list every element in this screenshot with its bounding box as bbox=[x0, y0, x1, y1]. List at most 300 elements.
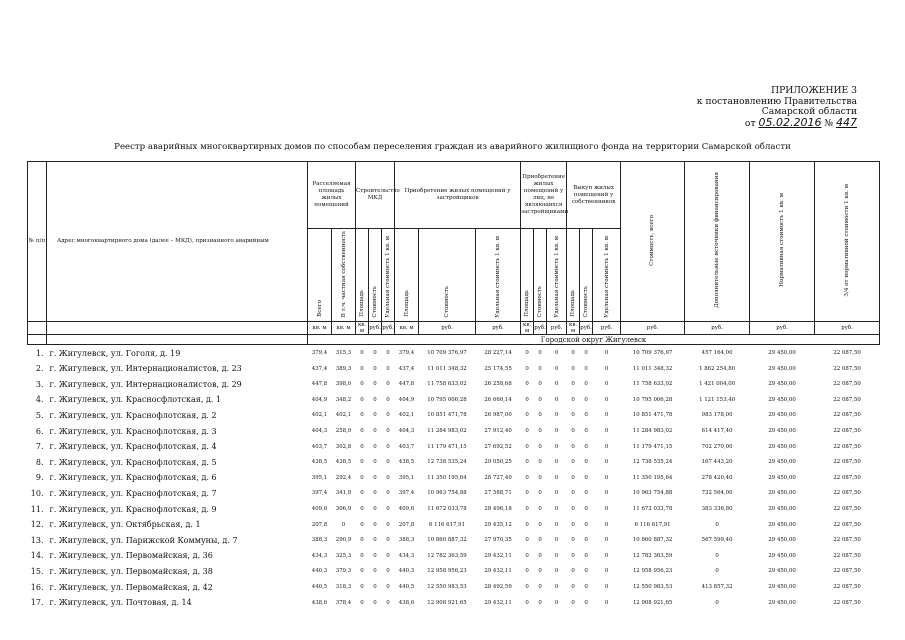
row-value: 0 bbox=[525, 552, 529, 559]
row-value: 732 564,00 bbox=[701, 490, 733, 497]
row-value: 0 bbox=[373, 490, 377, 497]
row-number: 10. bbox=[30, 488, 44, 498]
row-value: 0 bbox=[554, 599, 559, 606]
row-value: 29 450,00 bbox=[768, 474, 796, 481]
row-value: 29 050,25 bbox=[484, 459, 512, 466]
row-value: 0 bbox=[525, 365, 529, 372]
row-address: г. Жигулевск, ул. Парижской Коммуны, д. 7 bbox=[49, 535, 238, 545]
row-address: г. Жигулевск, ул. Интернационалистов, д. 23 bbox=[49, 364, 242, 374]
row-value: 0 bbox=[604, 552, 609, 559]
row-value: 0 bbox=[571, 552, 575, 559]
row-value: 0 bbox=[538, 428, 542, 435]
row-value: 0 bbox=[554, 443, 559, 450]
row-address: г. Жигулевск, ул. Красносфлотская, д. 1 bbox=[49, 395, 222, 405]
row-value: 379,4 bbox=[398, 350, 415, 357]
row-value: 341,9 bbox=[335, 490, 352, 497]
row-value: 404,3 bbox=[311, 428, 328, 435]
row-value: 0 bbox=[386, 506, 390, 513]
row-value: 0 bbox=[554, 365, 559, 372]
row-value: 0 bbox=[373, 350, 377, 357]
row-value: 413 857,32 bbox=[701, 584, 733, 591]
row-value: 28 496,18 bbox=[484, 506, 512, 513]
row-value: 22 087,50 bbox=[833, 412, 861, 419]
unit-cell: кв. м bbox=[395, 322, 419, 335]
row-value: 0 bbox=[538, 568, 542, 575]
row-number: 6. bbox=[35, 426, 44, 436]
row-value: 0 bbox=[538, 459, 542, 466]
units-row bbox=[28, 322, 880, 335]
row-value: 389,3 bbox=[335, 365, 352, 372]
appendix-line-3: Самарской области bbox=[761, 106, 857, 117]
row-value: 0 bbox=[373, 568, 377, 575]
row-value: 25 174,55 bbox=[484, 365, 512, 372]
row-value: 29 450,00 bbox=[768, 568, 796, 575]
row-number: 9. bbox=[35, 473, 44, 483]
row-value: 0 bbox=[554, 584, 559, 591]
row-value: 29 450,00 bbox=[768, 428, 796, 435]
row-value: 440,5 bbox=[398, 584, 415, 591]
table-row bbox=[28, 595, 880, 611]
table-row bbox=[28, 408, 880, 424]
handwritten-number: 447 bbox=[836, 115, 857, 129]
table-row bbox=[28, 377, 880, 393]
unit-cell: кв. м bbox=[567, 322, 580, 335]
table-row bbox=[28, 564, 880, 580]
group-area-header: Расселяемая площадь жилых помещений bbox=[308, 162, 356, 229]
row-value: 10 851 471,78 bbox=[427, 412, 467, 419]
row-value: 0 bbox=[360, 365, 364, 372]
row-value: 22 087,50 bbox=[833, 365, 861, 372]
row-value: 0 bbox=[604, 537, 609, 544]
row-number: 15. bbox=[30, 566, 44, 576]
row-value: 0 bbox=[584, 428, 588, 435]
row-value: 1 121 153,40 bbox=[699, 396, 736, 403]
row-value: 0 bbox=[386, 365, 390, 372]
row-value: 0 bbox=[584, 474, 588, 481]
row-value: 22 087,50 bbox=[833, 537, 861, 544]
row-value: 0 bbox=[604, 474, 609, 481]
row-number: 5. bbox=[35, 410, 44, 420]
row-value: 447,8 bbox=[311, 381, 328, 388]
table-row bbox=[28, 439, 880, 455]
row-value: 12 782 363,59 bbox=[427, 552, 467, 559]
row-value: 12 908 921,65 bbox=[427, 599, 467, 606]
table-row bbox=[28, 345, 880, 361]
row-value: 302,8 bbox=[335, 443, 352, 450]
appendix-line-2: к постановлению Правительства bbox=[696, 95, 857, 107]
row-value: 0 bbox=[604, 599, 609, 606]
row-value: 0 bbox=[373, 381, 377, 388]
row-value: 0 bbox=[525, 381, 529, 388]
row-value: 438,6 bbox=[311, 599, 328, 606]
row-value: 395,1 bbox=[311, 474, 328, 481]
col-address-header: Адрес многоквартирного дома (далее – МКД), признанного аварийным bbox=[47, 162, 308, 322]
row-value: 0 bbox=[715, 521, 719, 528]
row-value: 0 bbox=[571, 459, 575, 466]
row-value: 22 087,50 bbox=[833, 350, 861, 357]
unit-cell: руб. bbox=[750, 322, 815, 335]
row-value: 0 bbox=[604, 568, 609, 575]
row-value: 29 450,00 bbox=[768, 599, 796, 606]
row-value: 0 bbox=[554, 490, 559, 497]
row-value: 0 bbox=[386, 459, 390, 466]
row-value: 0 bbox=[360, 412, 364, 419]
table-row bbox=[28, 548, 880, 564]
handwritten-date: 05.02.2016 bbox=[758, 115, 822, 129]
col-dev-unit-header: Удельная стоимость 1 кв. м bbox=[476, 229, 521, 322]
row-number: 8. bbox=[35, 457, 44, 467]
row-value: 0 bbox=[604, 396, 609, 403]
row-value: 0 bbox=[554, 506, 559, 513]
row-value: 0 bbox=[373, 428, 377, 435]
row-value: 22 087,50 bbox=[833, 459, 861, 466]
row-value: 0 bbox=[584, 506, 588, 513]
row-value: 0 bbox=[571, 350, 575, 357]
row-value: 0 bbox=[584, 350, 588, 357]
col-norm-cost-header: Нормативная стоимость 1 кв. м bbox=[750, 162, 815, 322]
registry-rows bbox=[28, 345, 880, 611]
table-row bbox=[28, 423, 880, 439]
row-value: 292,4 bbox=[335, 474, 352, 481]
row-value: 0 bbox=[571, 365, 575, 372]
row-value: 11 284 983,02 bbox=[427, 428, 467, 435]
col-dev-area-header: Площадь bbox=[395, 229, 419, 322]
row-value: 27 970,35 bbox=[484, 537, 512, 544]
row-value: 0 bbox=[360, 506, 364, 513]
row-value: 0 bbox=[360, 443, 364, 450]
row-value: 10 795 006,28 bbox=[632, 396, 673, 403]
row-value: 22 087,50 bbox=[833, 568, 861, 575]
row-value: 11 284 983,02 bbox=[632, 428, 673, 435]
row-value: 0 bbox=[386, 396, 390, 403]
row-value: 0 bbox=[604, 506, 609, 513]
row-value: 0 bbox=[360, 350, 364, 357]
table-row bbox=[28, 486, 880, 502]
row-value: 26 258,68 bbox=[484, 381, 512, 388]
row-number: 2. bbox=[35, 364, 44, 374]
row-value: 397,4 bbox=[311, 490, 328, 497]
row-address: г. Жигулевск, ул. Краснофлотская, д. 4 bbox=[49, 442, 217, 452]
row-value: 0 bbox=[373, 396, 377, 403]
row-value: 0 bbox=[360, 459, 364, 466]
row-number: 4. bbox=[35, 395, 44, 405]
unit-cell: руб. bbox=[369, 322, 382, 335]
row-value: 0 bbox=[571, 599, 575, 606]
row-value: 0 bbox=[525, 350, 529, 357]
row-value: 29 450,00 bbox=[768, 396, 796, 403]
row-value: 0 bbox=[386, 474, 390, 481]
row-value: 29 450,00 bbox=[768, 365, 796, 372]
row-value: 0 bbox=[360, 396, 364, 403]
row-value: 22 087,50 bbox=[833, 521, 861, 528]
row-value: 0 bbox=[554, 396, 559, 403]
unit-cell: руб. bbox=[419, 322, 476, 335]
row-number: 3. bbox=[35, 379, 44, 389]
row-value: 0 bbox=[584, 537, 588, 544]
row-value: 0 bbox=[360, 584, 364, 591]
row-value: 0 bbox=[584, 459, 588, 466]
row-value: 207,8 bbox=[398, 521, 415, 528]
row-value: 22 087,50 bbox=[833, 381, 861, 388]
row-value: 0 bbox=[538, 443, 542, 450]
row-value: 28 227,14 bbox=[484, 350, 512, 357]
row-address: г. Жигулевск, ул. Почтовая, д. 14 bbox=[49, 598, 192, 608]
row-number: 12. bbox=[30, 520, 44, 530]
col-buy-cost-header: Стоимость bbox=[580, 229, 593, 322]
col-private-header: В т.ч. частная собственность bbox=[332, 229, 356, 322]
row-value: 11 179 471,15 bbox=[427, 443, 467, 450]
row-value: 0 bbox=[525, 490, 529, 497]
row-value: 12 958 956,23 bbox=[427, 568, 467, 575]
group-buyout-header: Выкуп жилых помещений у собственников bbox=[567, 162, 621, 229]
row-value: 10 709 376,97 bbox=[427, 350, 467, 357]
row-value: 22 087,50 bbox=[833, 584, 861, 591]
table-row bbox=[28, 579, 880, 595]
row-value: 438,5 bbox=[398, 459, 415, 466]
row-value: 12 958 956,23 bbox=[632, 568, 673, 575]
appendix-title: ПРИЛОЖЕНИЕ 3 bbox=[771, 85, 857, 96]
row-value: 397,4 bbox=[398, 490, 415, 497]
row-value: 0 bbox=[360, 381, 364, 388]
row-address: г. Жигулевск, ул. Краснофлотская, д. 5 bbox=[49, 457, 217, 467]
row-value: 11 758 633,02 bbox=[632, 381, 673, 388]
row-value: 404,3 bbox=[398, 428, 415, 435]
row-value: 22 087,50 bbox=[833, 552, 861, 559]
row-value: 0 bbox=[386, 599, 390, 606]
table-row bbox=[28, 470, 880, 486]
row-value: 0 bbox=[373, 474, 377, 481]
row-value: 167 443,20 bbox=[701, 459, 733, 466]
row-value: 0 bbox=[584, 521, 588, 528]
row-value: 0 bbox=[386, 381, 390, 388]
row-value: 0 bbox=[373, 521, 377, 528]
row-value: 0 bbox=[584, 396, 588, 403]
row-value: 434,3 bbox=[398, 552, 415, 559]
row-value: 306,9 bbox=[335, 506, 352, 513]
col-buy-area-header: Площадь bbox=[567, 229, 580, 322]
row-value: 0 bbox=[604, 490, 609, 497]
row-value: 10 795 006,28 bbox=[427, 396, 467, 403]
table-row bbox=[28, 501, 880, 517]
row-value: 0 bbox=[584, 412, 588, 419]
col-dev-cost-header: Стоимость bbox=[419, 229, 476, 322]
row-value: 0 bbox=[538, 537, 542, 544]
row-value: 0 bbox=[525, 474, 529, 481]
row-value: 403,7 bbox=[311, 443, 328, 450]
row-value: 0 bbox=[525, 412, 529, 419]
row-value: 0 bbox=[538, 365, 542, 372]
row-value: 348,2 bbox=[335, 396, 352, 403]
row-value: 10 860 887,32 bbox=[427, 537, 467, 544]
row-address: г. Жигулевск, ул. Первомайская, д. 38 bbox=[49, 566, 213, 576]
row-value: 440,5 bbox=[311, 584, 328, 591]
row-value: 0 bbox=[584, 443, 588, 450]
row-value: 0 bbox=[360, 521, 364, 528]
row-value: 0 bbox=[538, 552, 542, 559]
row-value: 614 417,40 bbox=[701, 428, 733, 435]
row-value: 0 bbox=[525, 584, 529, 591]
row-value: 379,4 bbox=[311, 350, 328, 357]
row-value: 29 450,00 bbox=[768, 459, 796, 466]
row-value: 0 bbox=[554, 412, 559, 419]
unit-cell: руб. bbox=[685, 322, 750, 335]
row-value: 440,3 bbox=[311, 568, 328, 575]
row-value: 22 087,50 bbox=[833, 490, 861, 497]
row-value: 0 bbox=[584, 599, 588, 606]
row-value: 447,8 bbox=[398, 381, 415, 388]
row-value: 395,1 bbox=[398, 474, 415, 481]
unit-cell: руб. bbox=[593, 322, 621, 335]
row-value: 0 bbox=[360, 490, 364, 497]
row-value: 0 bbox=[373, 412, 377, 419]
row-value: 0 bbox=[571, 537, 575, 544]
registry-table bbox=[27, 161, 880, 610]
row-value: 10 709 376,97 bbox=[632, 350, 673, 357]
col-total-header: Всего bbox=[308, 229, 332, 322]
row-value: 0 bbox=[373, 459, 377, 466]
row-value: 11 672 033,78 bbox=[632, 506, 673, 513]
row-value: 378,4 bbox=[335, 599, 352, 606]
row-value: 0 bbox=[538, 599, 542, 606]
row-value: 0 bbox=[386, 350, 390, 357]
table-row bbox=[28, 361, 880, 377]
row-value: 11 011 348,32 bbox=[632, 365, 673, 372]
row-value: 0 bbox=[386, 521, 390, 528]
row-number: 1. bbox=[35, 348, 44, 358]
row-value: 0 bbox=[525, 568, 529, 575]
row-value: 0 bbox=[584, 552, 588, 559]
unit-cell: кв. м bbox=[521, 322, 534, 335]
row-value: 12 738 535,24 bbox=[427, 459, 467, 466]
row-address: г. Жигулевск, ул. Краснофлотская, д. 6 bbox=[49, 473, 217, 483]
row-value: 0 bbox=[386, 584, 390, 591]
row-value: 437,4 bbox=[311, 365, 328, 372]
row-value: 0 bbox=[554, 537, 559, 544]
row-value: 26 987,00 bbox=[484, 412, 512, 419]
group-developers-header: Приобретение жилых помещений у застройщиков bbox=[395, 162, 521, 229]
row-value: 0 bbox=[386, 428, 390, 435]
row-value: 0 bbox=[571, 490, 575, 497]
row-value: 10 851 471,78 bbox=[632, 412, 673, 419]
row-value: 0 bbox=[571, 521, 575, 528]
row-value: 278 420,40 bbox=[701, 474, 733, 481]
row-value: 404,9 bbox=[398, 396, 415, 403]
row-value: 11 672 033,78 bbox=[427, 506, 467, 513]
row-value: 29 450,00 bbox=[768, 584, 796, 591]
row-value: 0 bbox=[538, 381, 542, 388]
row-value: 0 bbox=[386, 568, 390, 575]
row-value: 702 270,00 bbox=[701, 443, 733, 450]
row-value: 0 bbox=[571, 443, 575, 450]
row-value: 12 782 363,59 bbox=[632, 552, 673, 559]
row-value: 0 bbox=[525, 459, 529, 466]
row-value: 0 bbox=[360, 568, 364, 575]
row-value: 404,9 bbox=[311, 396, 328, 403]
row-value: 22 087,50 bbox=[833, 599, 861, 606]
row-value: 6 116 617,91 bbox=[429, 521, 466, 528]
row-value: 0 bbox=[715, 552, 719, 559]
col-three-quarter-header: 3/4 от нормативной стоимости 1 кв. м bbox=[815, 162, 880, 322]
row-value: 402,1 bbox=[335, 412, 352, 419]
row-number: 11. bbox=[30, 504, 44, 514]
row-value: 29 450,00 bbox=[768, 552, 796, 559]
row-value: 12 738 535,24 bbox=[632, 459, 673, 466]
row-number: 7. bbox=[35, 442, 44, 452]
row-value: 0 bbox=[554, 381, 559, 388]
row-value: 0 bbox=[386, 443, 390, 450]
row-value: 1 862 254,80 bbox=[699, 365, 736, 372]
row-address: г. Жигулевск, ул. Краснофлотская, д. 9 bbox=[49, 504, 217, 514]
row-value: 0 bbox=[386, 552, 390, 559]
row-value: 0 bbox=[538, 474, 542, 481]
row-value: 0 bbox=[538, 350, 542, 357]
row-address: г. Жигулевск, ул. Первомайская, д. 42 bbox=[49, 582, 213, 592]
row-value: 438,5 bbox=[335, 459, 352, 466]
row-value: 0 bbox=[360, 599, 364, 606]
col-pers-area-header: Площадь bbox=[521, 229, 534, 322]
row-number: 14. bbox=[30, 551, 44, 561]
unit-cell: руб. bbox=[815, 322, 880, 335]
row-value: 0 bbox=[360, 474, 364, 481]
row-value: 0 bbox=[604, 350, 609, 357]
row-value: 0 bbox=[604, 443, 609, 450]
row-value: 437,4 bbox=[398, 365, 415, 372]
appendix-block bbox=[697, 86, 857, 129]
col-num-header: № п/п bbox=[28, 162, 47, 322]
group-persons-header: Приобретение жилых помещений у лиц, не являющихся застройщиками bbox=[521, 162, 567, 229]
row-value: 28 727,40 bbox=[484, 474, 512, 481]
row-value: 0 bbox=[554, 428, 559, 435]
row-value: 0 bbox=[373, 584, 377, 591]
row-value: 0 bbox=[373, 365, 377, 372]
table-row bbox=[28, 392, 880, 408]
row-value: 0 bbox=[571, 412, 575, 419]
row-value: 27 588,71 bbox=[484, 490, 512, 497]
row-value: 22 087,50 bbox=[833, 474, 861, 481]
row-value: 409,6 bbox=[311, 506, 328, 513]
row-value: 0 bbox=[386, 490, 390, 497]
row-value: 0 bbox=[538, 506, 542, 513]
row-value: 438,6 bbox=[398, 599, 415, 606]
col-cost-total-header: Стоимость, всего bbox=[621, 162, 685, 322]
row-value: 0 bbox=[373, 599, 377, 606]
row-value: 983 178,00 bbox=[701, 412, 733, 419]
row-value: 0 bbox=[715, 568, 719, 575]
row-value: 29 432,11 bbox=[484, 552, 512, 559]
row-number: 17. bbox=[30, 598, 44, 608]
unit-cell: кв. м bbox=[332, 322, 356, 335]
appendix-date-line bbox=[697, 115, 857, 130]
row-value: 0 bbox=[373, 506, 377, 513]
row-value: 438,5 bbox=[311, 459, 328, 466]
row-value: 27 692,52 bbox=[484, 443, 512, 450]
row-value: 0 bbox=[525, 428, 529, 435]
row-value: 0 bbox=[604, 584, 609, 591]
row-value: 0 bbox=[571, 474, 575, 481]
row-value: 10 963 754,88 bbox=[632, 490, 673, 497]
row-value: 0 bbox=[571, 428, 575, 435]
row-value: 0 bbox=[604, 381, 609, 388]
row-value: 22 087,50 bbox=[833, 396, 861, 403]
row-number: 13. bbox=[30, 535, 44, 545]
row-value: 0 bbox=[554, 474, 559, 481]
row-value: 0 bbox=[604, 428, 609, 435]
row-value: 0 bbox=[360, 428, 364, 435]
row-value: 0 bbox=[373, 537, 377, 544]
row-value: 0 bbox=[538, 412, 542, 419]
row-value: 0 bbox=[525, 537, 529, 544]
unit-cell: руб. bbox=[476, 322, 521, 335]
